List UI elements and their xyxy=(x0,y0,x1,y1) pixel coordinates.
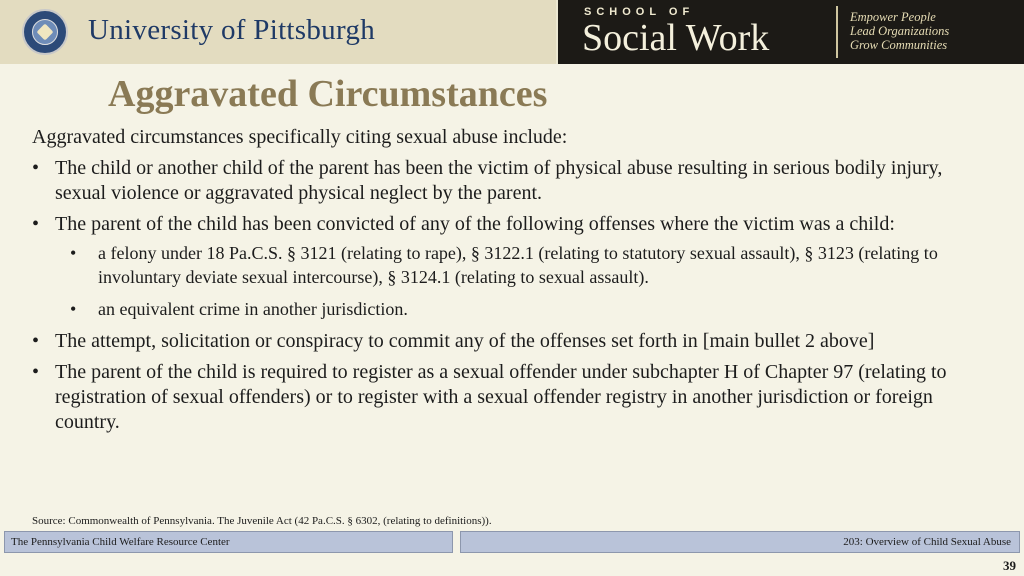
slide-body xyxy=(32,125,992,441)
intro-text: Aggravated circumstances specifically citing sexual abuse include: xyxy=(32,126,568,148)
bullet-text: The attempt, solicitation or conspiracy to commit any of the offenses set forth in [main bullet 2 above] xyxy=(55,330,875,352)
bullet-text: The parent of the child is required to register as a sexual offender under subchapter H of Chapter 97 (relating to registration of sexual offenders) or to register with a sexual offender registry in another jurisdiction or foreign country. xyxy=(55,361,947,433)
footer-course-title: 203: Overview of Child Sexual Abuse xyxy=(460,531,1020,553)
bullet-marker: • xyxy=(70,243,77,263)
bullet-item xyxy=(32,156,992,206)
bullet-marker: • xyxy=(32,361,40,383)
banner-divider xyxy=(836,6,838,58)
header xyxy=(0,0,1024,64)
bullet-list xyxy=(32,156,992,435)
bullet-text: The child or another child of the parent has been the victim of physical abuse resulting in serious bodily injury, sexual violence or aggravated physical neglect by the parent. xyxy=(55,157,943,204)
bullet-marker: • xyxy=(32,213,40,235)
footer-organization: The Pennsylvania Child Welfare Resource Center xyxy=(4,531,453,553)
bullet-marker: • xyxy=(32,157,40,179)
tagline-line-2: Lead Organizations xyxy=(850,24,950,38)
bullet-item xyxy=(32,329,992,354)
tagline-line-3: Grow Communities xyxy=(850,38,948,52)
slide-title: Aggravated Circumstances xyxy=(108,73,548,115)
bullet-text: The parent of the child has been convicted of any of the following offenses where the victim was a child: xyxy=(55,213,895,235)
sub-bullet-list xyxy=(55,241,992,321)
bullet-marker: • xyxy=(32,330,40,352)
bullet-item xyxy=(32,212,992,321)
bullet-item xyxy=(32,360,992,435)
page-number: 39 xyxy=(1003,558,1016,573)
source-citation: Source: Commonwealth of Pennsylvania. The Juvenile Act (42 Pa.C.S. § 6302, (relating to definitions)). xyxy=(32,515,492,527)
tagline-line-1: Empower People xyxy=(850,10,936,24)
sub-bullet-text: a felony under 18 Pa.C.S. § 3121 (relating to rape), § 3122.1 (relating to statutory sexual assault), § 3123 (relating to involuntary deviate sexual intercourse), § 3124.1 (relating to sexual assault). xyxy=(98,243,938,287)
bullet-marker: • xyxy=(70,299,77,319)
university-seal-icon xyxy=(22,9,68,55)
sub-bullet-text: an equivalent crime in another jurisdiction. xyxy=(98,299,408,319)
sub-bullet-item xyxy=(32,241,992,289)
university-name: University of Pittsburgh xyxy=(88,14,376,46)
sub-bullet-item xyxy=(32,297,992,321)
school-of-label: SCHOOL OF xyxy=(584,6,695,18)
school-name: Social Work xyxy=(582,17,770,59)
university-banner xyxy=(0,0,556,64)
